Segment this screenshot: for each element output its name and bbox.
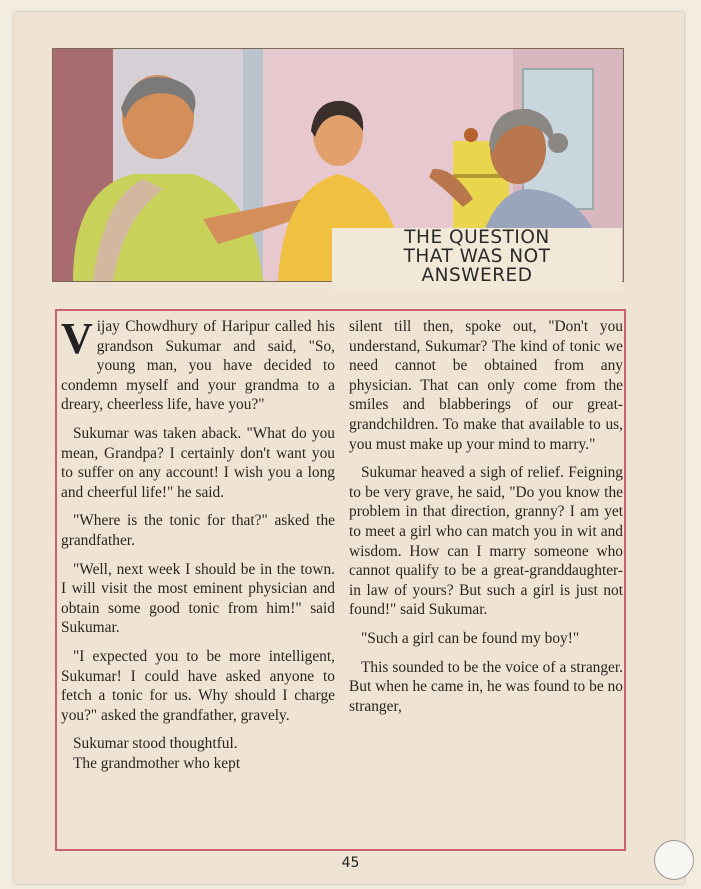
right-column bbox=[349, 317, 623, 725]
paragraph bbox=[61, 314, 335, 415]
drop-cap: V bbox=[61, 314, 93, 363]
paragraph: "Where is the tonic for that?" asked the grandfather. bbox=[61, 512, 335, 549]
paragraph: "Well, next week I should be in the town. I will visit the most eminent physician and obtain some good tonic from him!" said Sukumar. bbox=[61, 560, 335, 637]
title-line-2: THAT WAS NOT bbox=[403, 246, 551, 267]
paragraph: Sukumar was taken aback. "What do you mean, Grandpa? I certainly don't want you to suffer on any account! I wish you a long and cheerful life!" he said. bbox=[61, 424, 335, 501]
paragraph: This sounded to be the voice of a stranger. But when he came in, he was found to be no stranger, bbox=[349, 658, 623, 715]
paragraph: "I expected you to be more intelligent, Sukumar! I could have asked anyone to fetch a tonic for us. Why should I charge you?" asked the grandfather, gravely. bbox=[61, 647, 335, 724]
title-line-1: THE QUESTION bbox=[404, 227, 550, 248]
corner-logo-stamp bbox=[654, 840, 694, 880]
page-number: 45 bbox=[341, 855, 360, 871]
paragraph: Sukumar heaved a sigh of relief. Feigning to be very grave, he said, "Do you know the problem in that direction, granny? I am yet to meet a girl who can match you in wit and wisdom. How can I marry someone who cannot qualify to be a great-granddaughter-in law of yours? But such a girl is just not found!" said Sukumar. bbox=[349, 464, 623, 619]
title-line-3: ANSWERED bbox=[421, 265, 533, 286]
paragraph: Sukumar stood thoughtful. bbox=[73, 735, 238, 753]
paragraph-text: ijay Chowdhury of Haripur called his grandson Sukumar and said, "So, young man, you have decided to condemn myself and your grandma to a dreary, cheerless life, have you?" bbox=[61, 318, 335, 414]
left-column bbox=[61, 314, 335, 782]
paragraph: "Such a girl can be found my boy!" bbox=[361, 629, 580, 647]
paragraph: silent till then, spoke out, "Don't you understand, Sukumar? The kind of tonic we need cannot be obtained from any physician. That can only come from the smiles and blabberings of our great-grandchildren. To make that available to us, you must make up your mind to marry." bbox=[349, 318, 623, 453]
story-text-frame bbox=[55, 309, 626, 851]
story-title bbox=[332, 228, 622, 290]
paragraph: The grandmother who kept bbox=[73, 754, 241, 772]
